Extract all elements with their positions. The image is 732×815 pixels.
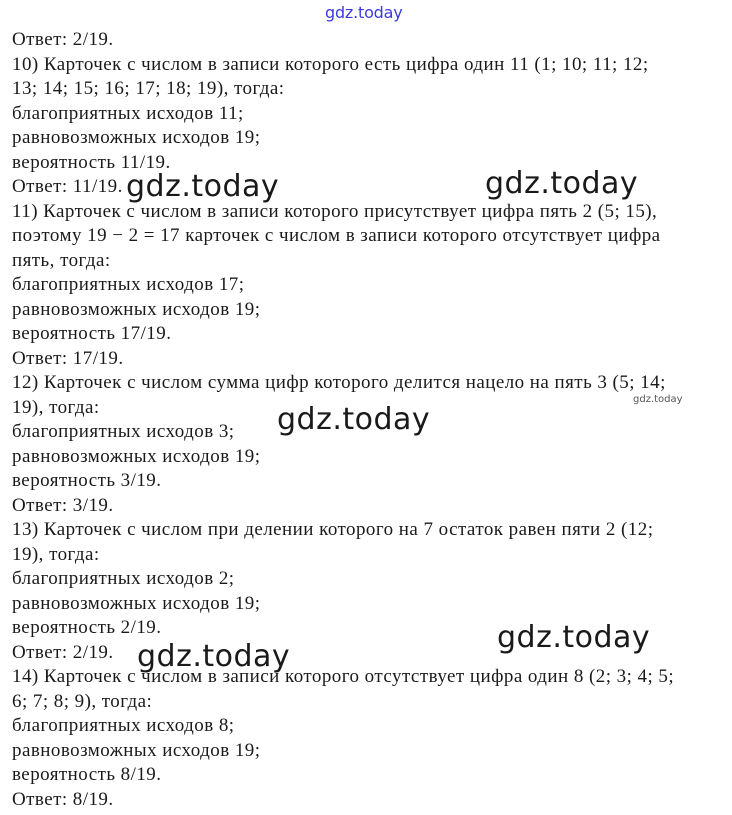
watermark-big: gdz.today (126, 169, 280, 204)
text-line: вероятность 3/19. (12, 470, 162, 491)
text-line: пять, тогда: (12, 249, 111, 271)
text-line: Ответ: 11/19. (12, 176, 123, 197)
text-line: 12) Карточек с числом сумма цифр которого делится нацело на пять 3 (5; 14; (12, 372, 666, 393)
text-line: равновозможных исходов 19; (12, 127, 261, 148)
watermark-big: gdz.today (497, 620, 651, 655)
text-line: благоприятных исходов 17; (12, 274, 245, 295)
text-line: 19), тогда: (12, 396, 100, 418)
text-line: вероятность 8/19. (12, 764, 162, 785)
watermark-small: gdz.today (633, 394, 683, 405)
text-line: равновозможных исходов 19; (12, 298, 261, 320)
text-line: Ответ: 3/19. (12, 494, 114, 516)
text-line: вероятность 17/19. (12, 323, 172, 344)
text-line: 19), тогда: (12, 543, 100, 565)
text-line: равновозможных исходов 19; (12, 739, 261, 761)
text-line: 13; 14; 15; 16; 17; 18; 19), тогда: (12, 78, 285, 99)
text-line: поэтому 19 − 2 = 17 карточек с числом в записи которого отсутствует цифра (12, 225, 661, 246)
text-line: благоприятных исходов 11; (12, 102, 244, 124)
watermark-big: gdz.today (485, 166, 639, 201)
text-line: 13) Карточек с числом при делении которого на 7 остаток равен пяти 2 (12; (12, 519, 654, 540)
text-line: благоприятных исходов 3; (12, 421, 235, 442)
watermark-big: gdz.today (137, 639, 291, 674)
text-line: вероятность 11/19. (12, 151, 171, 173)
text-line: 10) Карточек с числом в записи которого есть цифра один 11 (1; 10; 11; 12; (12, 53, 649, 75)
text-line: благоприятных исходов 2; (12, 568, 235, 589)
text-line: 11) Карточек с числом в записи которого присутствует цифра пять 2 (5; 15), (12, 200, 658, 222)
text-line: Ответ: 17/19. (12, 347, 124, 369)
text-line: равновозможных исходов 19; (12, 592, 261, 614)
watermark-big: gdz.today (277, 402, 431, 437)
text-line: Ответ: 8/19. (12, 788, 114, 810)
text-line: благоприятных исходов 8; (12, 715, 235, 736)
text-line: 6; 7; 8; 9), тогда: (12, 690, 153, 712)
text-line: 14) Карточек с числом в записи которого отсутствует цифра один 8 (2; 3; 4; 5; (12, 666, 675, 687)
text-line: вероятность 2/19. (12, 617, 162, 638)
text-line: равновозможных исходов 19; (12, 445, 261, 467)
text-line: Ответ: 2/19. (12, 641, 114, 663)
text-line: Ответ: 2/19. (12, 29, 114, 50)
watermark-top: gdz.today (325, 3, 403, 22)
